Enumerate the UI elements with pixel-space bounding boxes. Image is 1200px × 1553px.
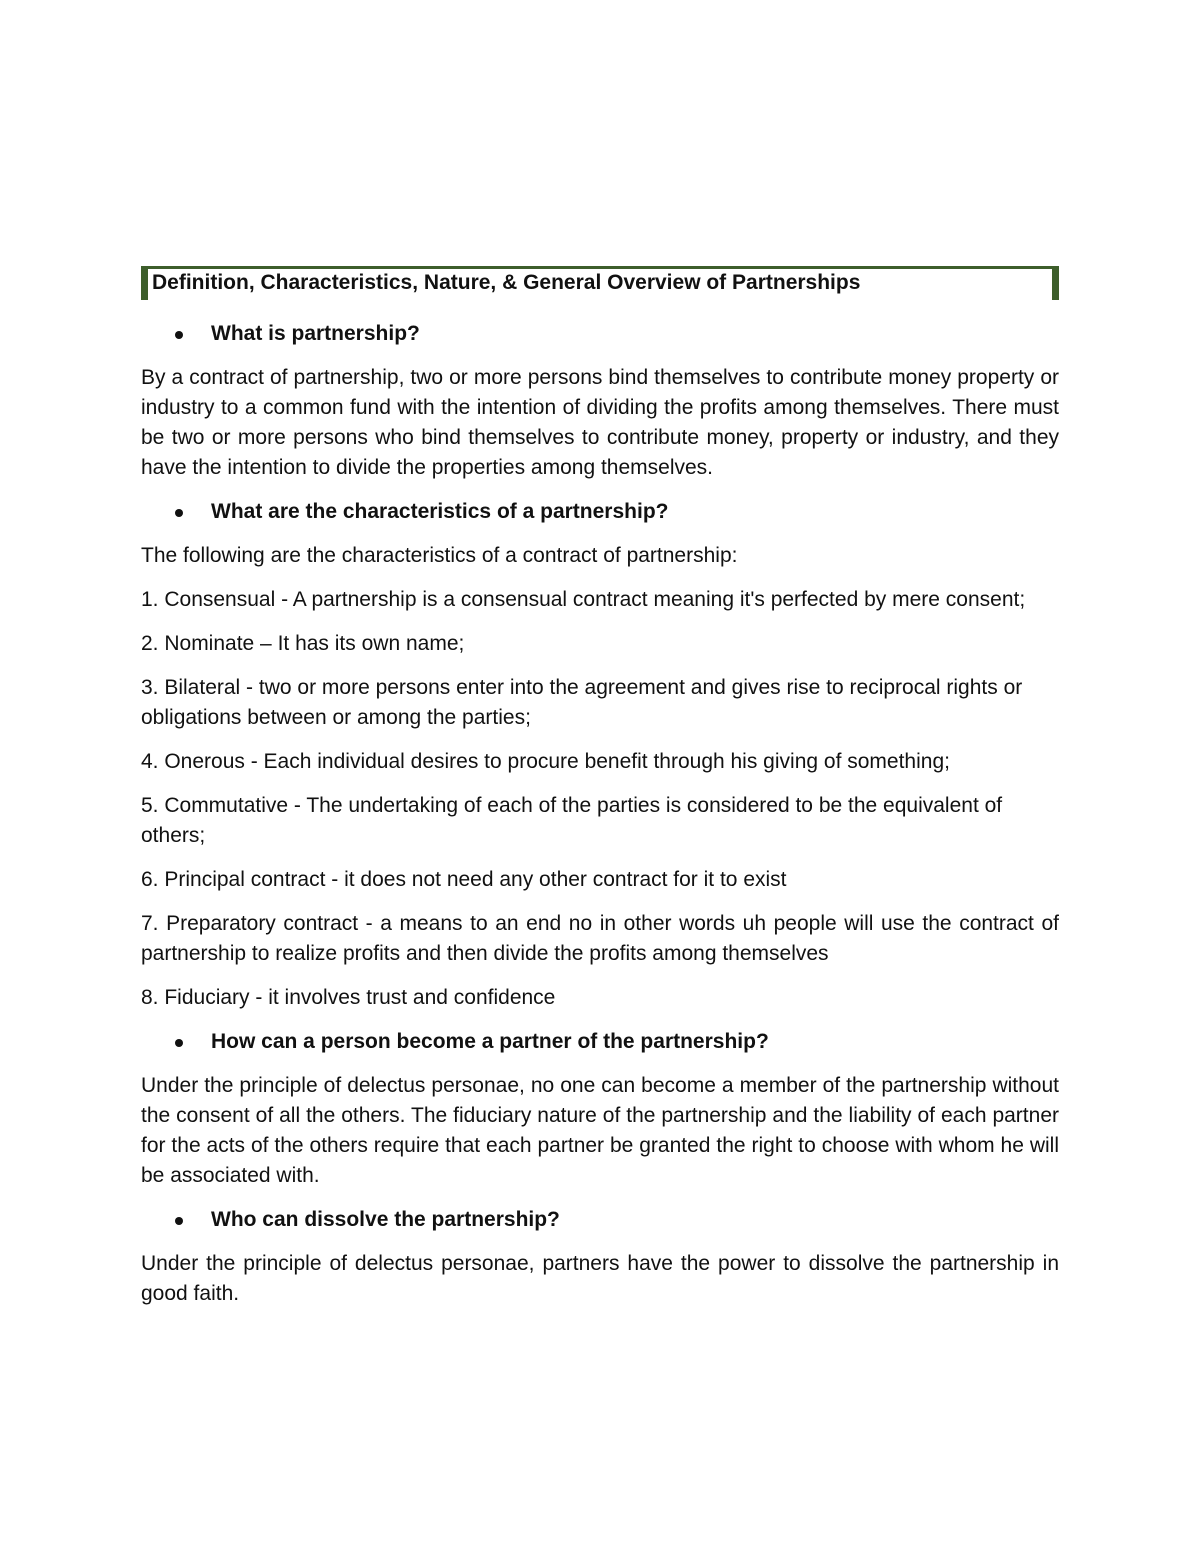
section-heading-text: How can a person become a partner of the partnership? — [211, 1030, 769, 1053]
section-heading-text: What are the characteristics of a partnership? — [211, 500, 669, 523]
section-heading-what-is-partnership — [141, 319, 1059, 349]
document-body — [141, 266, 1059, 1323]
list-item-principal-contract: 6. Principal contract - it does not need any other contract for it to exist — [141, 868, 787, 891]
list-item-bilateral: 3. Bilateral - two or more persons enter into the agreement and gives rise to reciprocal rights or obligations between or among the parties; — [141, 676, 1023, 729]
paragraph: Under the principle of delectus personae, partners have the power to dissolve the partnership in good faith. — [141, 1252, 1059, 1305]
list-item-preparatory-contract: 7. Preparatory contract - a means to an end no in other words uh people will use the contract of partnership to realize profits and then divide the profits among themselves — [141, 912, 1059, 965]
section-heading-text: What is partnership? — [211, 322, 420, 345]
list-item-fiduciary: 8. Fiduciary - it involves trust and confidence — [141, 986, 556, 1009]
bullet-icon — [175, 1217, 183, 1225]
section-heading-dissolve — [141, 1205, 1059, 1235]
list-item-commutative: 5. Commutative - The undertaking of each of the parties is considered to be the equivalent of others; — [141, 794, 1003, 847]
bullet-icon — [175, 509, 183, 517]
section-heading-text: Who can dissolve the partnership? — [211, 1208, 560, 1231]
document-title-text: Definition, Characteristics, Nature, & General Overview of Partnerships — [152, 271, 861, 294]
paragraph: By a contract of partnership, two or more persons bind themselves to contribute money property or industry to a common fund with the intention of dividing the profits among themselves. There must be two or more persons who bind themselves to contribute money, property or industry, and they have the intention to divide the properties among themselves. — [141, 366, 1059, 479]
section-heading-become-partner — [141, 1027, 1059, 1057]
section-heading-characteristics — [141, 497, 1059, 527]
list-item-onerous: 4. Onerous - Each individual desires to procure benefit through his giving of something; — [141, 750, 950, 773]
paragraph: Under the principle of delectus personae, no one can become a member of the partnership without the consent of all the others. The fiduciary nature of the partnership and the liability of each partner for the acts of the others require that each partner be granted the right to choose with whom he will be associated with. — [141, 1074, 1059, 1187]
list-item-nominate: 2. Nominate – It has its own name; — [141, 632, 465, 655]
paragraph: The following are the characteristics of a contract of partnership: — [141, 544, 738, 567]
document-title — [141, 266, 1059, 300]
list-item-consensual: 1. Consensual - A partnership is a consensual contract meaning it's perfected by mere consent; — [141, 588, 1026, 611]
bullet-icon — [175, 1039, 183, 1047]
bullet-icon — [175, 331, 183, 339]
